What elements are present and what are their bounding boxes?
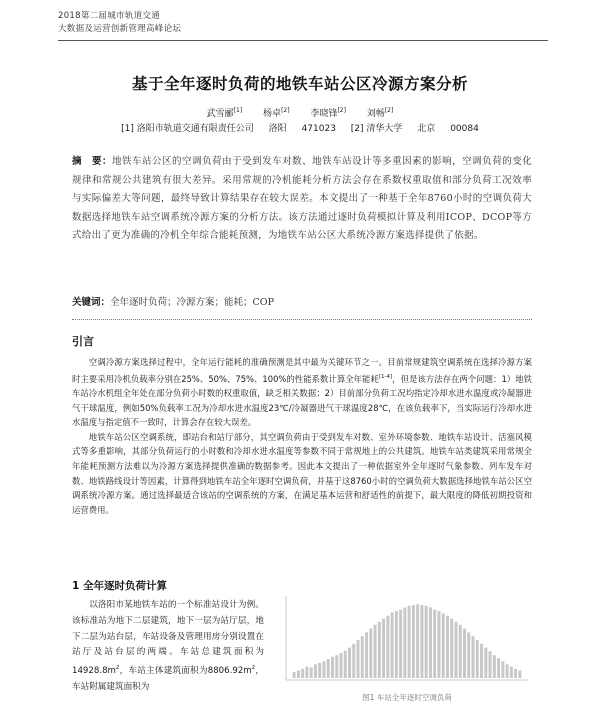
author-name: 刘畅 [366, 109, 385, 119]
abstract [72, 153, 532, 246]
author-mark: [2] [337, 107, 346, 114]
paper-title: 基于全年逐时负荷的地铁车站公区冷源方案分析 [131, 75, 468, 93]
affiliations [0, 121, 600, 134]
author [207, 109, 243, 119]
keywords-divider [72, 319, 532, 320]
superscript: 2 [251, 665, 256, 672]
abstract-text: 地铁车站公区的空调负荷由于受到发车对数、地铁车站设计等多重因素的影响，空调负荷的变化规律和常规公共建筑有很大差异。采用常规的冷机能耗分析方法会存在系数权重取值和部分负荷工况效率与实际偏差大等问题，最终导致计算结果存在较大误差。本文提出了一种基于全年8760小时的空调负荷大数据选择地铁车站空调系统冷源方案的分析方法。该方法通过逐时负荷模拟计算及利用ICOP、DCOP等方式给出了更为准确的冷机全年综合能耗预测，为地铁车站公区大系统冷源方案选择提供了依据。 [72, 156, 533, 241]
header-rule [58, 40, 548, 41]
intro-p1-b: ，但是该方法存在两个问题：1）地铁车站冷水机组全年处在部分负荷小时数的权重取值，缺乏相关数据；2）目前部分负荷工况均指定冷却水进水温度或冷凝器进气干球温度，例如50%负载率工况为冷却水进水温度23℃/冷凝器进气干球温度28℃，在该负载率下，当实际运行冷却水进水温度与指定值不一致时，计算会存在较大误差。 [72, 373, 532, 428]
intro-paragraph-1 [72, 355, 532, 430]
citation: [1-4] [378, 373, 393, 380]
affiliation-2-city: 北京 [417, 124, 436, 134]
author-name: 李晓锋 [310, 109, 338, 119]
chart-bars [294, 604, 520, 678]
author [310, 109, 346, 119]
s1-text-b: ，车站主体建筑面积为8806.92m [119, 666, 252, 677]
intro-p1-a: 空调冷源方案选择过程中，全年运行能耗的准确预测是其中最为关键环节之一。目前常规建筑空调系统在选择冷源方案时主要采用冷机负载率分别在25%、50%、75%、100%的性能系数计算全年能耗 [72, 357, 532, 384]
abstract-label: 摘 要： [72, 156, 113, 167]
keywords [72, 295, 532, 311]
intro-heading: 引言 [72, 335, 94, 348]
annual-load-chart [282, 592, 532, 684]
affiliation-1-zip: 471023 [301, 124, 336, 134]
running-head-line2: 大数据及运营创新管理高峰论坛 [58, 24, 182, 34]
affiliation-2: [2] 清华大学 [350, 124, 403, 134]
author-name: 杨卓 [263, 109, 282, 119]
s1-text-c: ，车站附属建筑面积为 [72, 666, 264, 692]
intro-paragraph-2: 地铁车站公区空调系统，即站台和站厅部分，其空调负荷由于受到发车对数、室外环境参数、地铁车站设计、活塞风模式等多重影响，其部分负荷运行的小时数和冷却水进水温度等参数不同于常规地上的公共建筑。地铁车站类建筑采用常规全年能耗预测方法难以为冷源方案选择提供准确的数据参考。因此本文提出了一种依据室外全年逐时气象参数、列车发车对数、地铁路线设计等因素，计算得到地铁车站全年逐时空调负荷，并基于这8760小时的空调负荷大数据选择地铁车站公区空调系统冷源方案。通过选择最适合该站的空调系统的方案，在满足基本运营和舒适性的前提下，最大限度的降低初期投资和运营费用。 [72, 431, 532, 515]
figure-caption: 图1 车站全年逐时空调负荷 [362, 693, 452, 702]
running-head [58, 10, 181, 36]
author-mark: [2] [384, 107, 394, 114]
superscript: 2 [115, 665, 120, 672]
author [367, 109, 394, 119]
affiliation-2-zip: 00084 [450, 124, 479, 134]
affiliation-1: [1] 洛阳市轨道交通有限责任公司 [121, 124, 254, 134]
section-1-body [72, 598, 264, 696]
affiliation-1-city: 洛阳 [268, 124, 287, 134]
keywords-text: 全年逐时负荷；冷源方案；能耗；COP [110, 297, 274, 308]
section-1-paragraph [72, 598, 264, 696]
keywords-label: 关键词： [72, 297, 111, 308]
s1-text-a: 以洛阳市某地铁车站的一个标准站设计为例。该标准站为地下二层建筑，地下一层为站厅层，地下二层为站台层，车站设备及管理用房分别设置在站厅及站台层的两端。车站总建筑面积为14928.8m [72, 600, 264, 677]
section-1-heading: 1 全年逐时负荷计算 [72, 580, 167, 592]
author-list [0, 106, 600, 119]
author [263, 109, 290, 119]
author-name: 武雪郦 [206, 109, 234, 119]
author-mark: [1] [233, 107, 243, 114]
author-mark: [2] [281, 107, 290, 114]
running-head-line1: 2018第二届城市轨道交通 [58, 11, 161, 21]
intro-body [72, 355, 532, 517]
